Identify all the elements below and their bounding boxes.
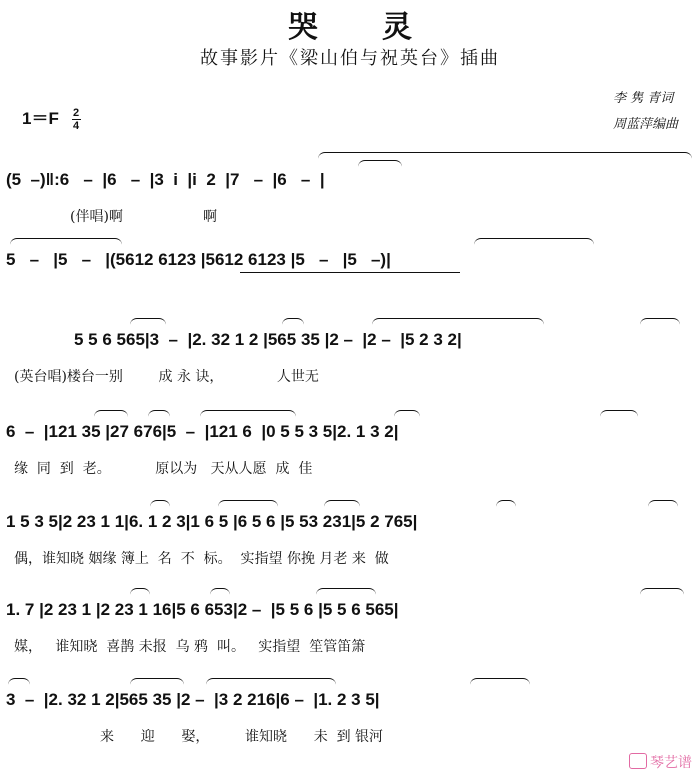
slur <box>94 410 128 417</box>
slur <box>496 500 516 507</box>
notation-row-6: 1. 7 |2 23 1 |2 23 1 16|5 6 653|2 – |5 5 6 |5 5 6 565| <box>6 600 399 619</box>
logo-icon <box>629 753 647 769</box>
slur <box>394 410 420 417</box>
watermark <box>629 752 692 772</box>
lyricist: 李 隽 青词 <box>612 91 674 106</box>
slur <box>640 318 680 325</box>
slur <box>648 500 678 507</box>
slur <box>316 588 376 595</box>
slur <box>200 410 296 417</box>
slur <box>8 678 30 685</box>
tie <box>372 318 544 325</box>
lyrics-row-3: (英台唱)楼台一别 成 永 诀， 人世无 <box>14 369 319 385</box>
notation-row-3: 5 5 6 565|3 – |2. 32 1 2 |565 35 |2 – |2 – |5 2 3 2| <box>74 330 462 349</box>
song-title: 哭灵 <box>288 10 476 45</box>
eighth-underline <box>240 272 460 273</box>
tie-long <box>318 152 692 159</box>
notation-row-5: 1 5 3 5|2 23 1 1|6. 1 2 3|1 6 5 |6 5 6 |5 53 231|5 2 765| <box>6 512 418 531</box>
song-subtitle: 故事影片《梁山伯与祝英台》插曲 <box>200 48 500 69</box>
key-label: 1＝F <box>22 109 59 128</box>
slur <box>282 318 304 325</box>
time-top: 2 <box>73 107 80 120</box>
slur <box>130 678 184 685</box>
tie <box>358 160 402 167</box>
time-bottom: 4 <box>73 120 80 133</box>
slur <box>130 588 150 595</box>
lyrics-row-6: 媒， 谁知晓 喜鹊 未报 乌 鸦 叫。 实指望 笙管笛箫 <box>14 639 366 655</box>
lyrics-row-7: 来 迎 娶， 谁知晓 未 到 银河 <box>100 729 384 745</box>
credits <box>613 86 678 138</box>
arranger: 周蓝萍编曲 <box>612 117 678 132</box>
notation-row-7: 3 – |2. 32 1 2|565 35 |2 – |3 2 216|6 – |1. 2 3 5| <box>6 690 380 709</box>
lyrics-row-4: 缘 同 到 老。 原以为 天从人愿 成 佳 <box>14 461 313 477</box>
notation-row-4: 6 – |121 35 |27 676|5 – |121 6 |0 5 5 3 5|2. 1 3 2| <box>6 422 399 441</box>
triplet-slur <box>640 588 684 595</box>
lyrics-row-1: (伴唱)啊 啊 <box>70 209 218 225</box>
tie <box>206 678 336 685</box>
slur <box>470 678 530 685</box>
slur <box>150 500 170 507</box>
watermark-text: 琴艺谱 <box>650 755 692 771</box>
triplet-slur <box>130 318 166 325</box>
tie <box>10 238 122 245</box>
notation-row-2: 5 – |5 – |(5612 6123 |5612 6123 |5 – |5 –)| <box>6 250 391 269</box>
tie <box>474 238 594 245</box>
slur <box>210 588 230 595</box>
slur <box>600 410 638 417</box>
slur <box>218 500 278 507</box>
notation-row-1: (5 –)‖:6 – |6 – |3 i |i 2 |7 – |6 – | <box>6 170 325 189</box>
key-signature <box>22 104 81 131</box>
slur <box>324 500 360 507</box>
lyrics-row-5: 偶，谁知晓 姻缘 簿上 名 不 标。 实指望 你挽 月老 来 做 <box>14 551 389 567</box>
time-signature <box>72 108 81 131</box>
slur <box>148 410 170 417</box>
